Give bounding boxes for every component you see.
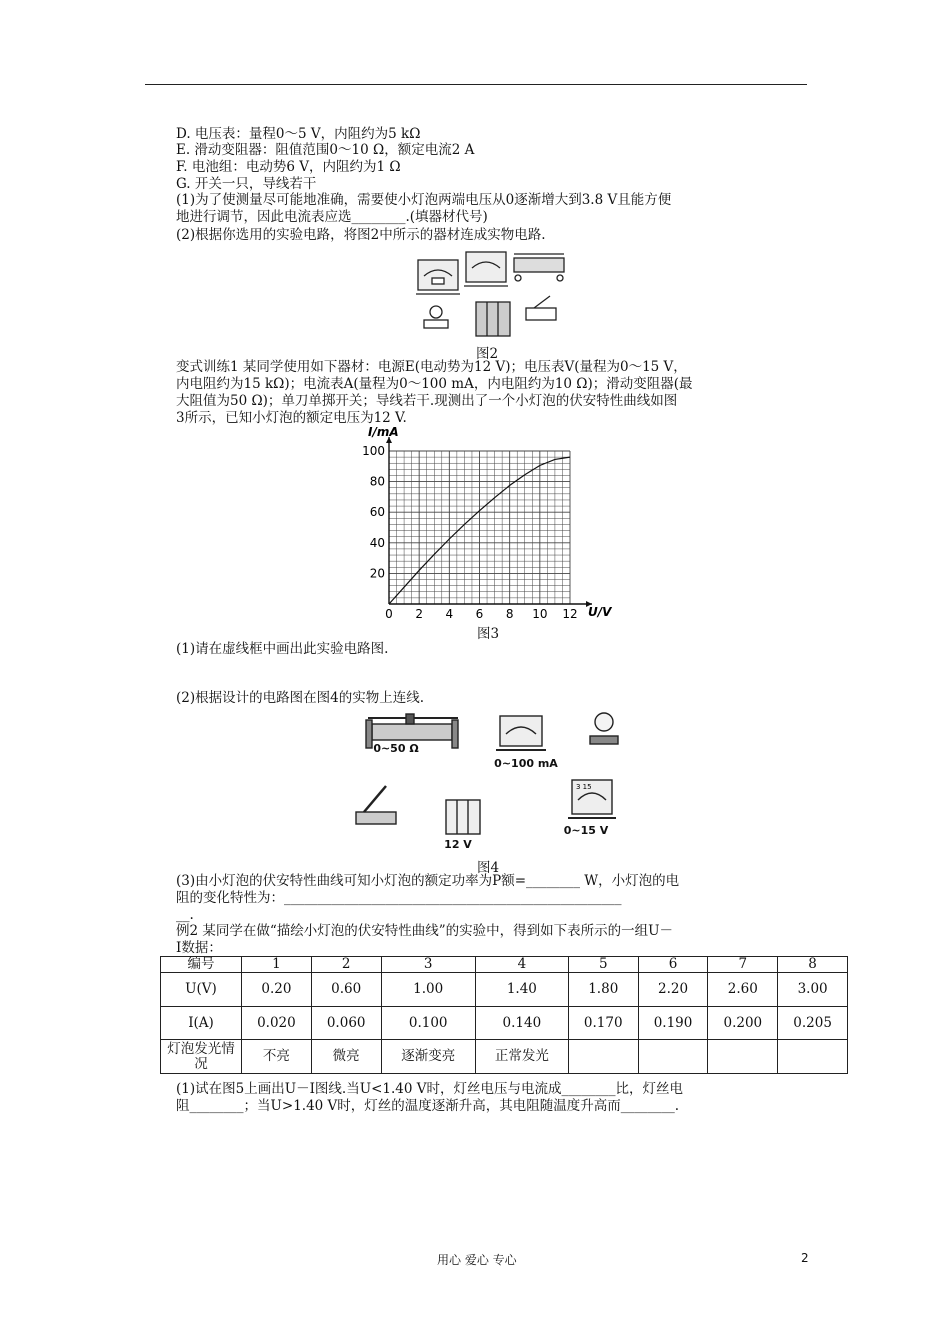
page-number: 2 (801, 1251, 809, 1265)
table-cell: 3 (381, 957, 475, 973)
y-tick-label: 100 (362, 444, 385, 458)
table-cell: 0.60 (311, 973, 381, 1007)
table-cell: 4 (475, 957, 568, 973)
item-e: E. 滑动变阻器：阻值范围0～10 Ω，额定电流2 A (176, 142, 475, 158)
milliammeter-label: 0~100 mA (494, 757, 558, 770)
figure-3-iv-chart (360, 424, 620, 620)
table-cell: 0.190 (638, 1007, 708, 1040)
rheostat-icon (514, 254, 564, 281)
bulb-icon (590, 713, 618, 744)
voltmeter-label: 0~15 V (563, 824, 609, 837)
part-3c: __. (176, 907, 194, 923)
x-tick-label: 6 (475, 607, 484, 620)
x-axis-label: U/V (588, 605, 612, 619)
table-row (161, 957, 848, 973)
figure-2-caption: 图2 (475, 346, 499, 362)
ammeter-icon (464, 252, 508, 286)
table-cell: 0.205 (778, 1007, 848, 1040)
example-2a: 例2 某同学在做“描绘小灯泡的伏安特性曲线”的实验中，得到如下表所示的一组U－ (176, 923, 674, 939)
x-tick-label: 12 (562, 607, 578, 620)
table-cell: 微亮 (311, 1040, 381, 1074)
table-cell: U(V) (161, 973, 242, 1007)
table-cell: 不亮 (242, 1040, 312, 1074)
question-1a: (1)为了使测量尽可能地准确，需要使小灯泡两端电压从0逐渐增大到3.8 V且能方便 (176, 192, 672, 208)
variant-1b: 内电阻约为15 kΩ)；电流表A(量程为0～100 mA，内电阻约为10 Ω)；滑动变阻器(最 (176, 376, 693, 392)
x-tick-label: 10 (532, 607, 548, 620)
table-cell: 6 (638, 957, 708, 973)
x-tick-label: 8 (505, 607, 514, 620)
figure-3-caption: 图3 (476, 626, 500, 642)
item-d: D. 电压表：量程0～5 V，内阻约为5 kΩ (176, 126, 421, 142)
milliammeter-icon (496, 716, 546, 750)
voltmeter-scale-label: 3 15 (576, 783, 592, 791)
table-row (161, 973, 848, 1007)
table-cell: 1.80 (568, 973, 638, 1007)
item-g: G. 开关一只，导线若干 (176, 176, 317, 192)
question-1b: 地进行调节，因此电流表应选________.(填器材代号) (176, 209, 488, 225)
table-cell: 1.00 (381, 973, 475, 1007)
figure-2-equipment (414, 250, 574, 340)
data-table (160, 956, 848, 1074)
voltmeter-icon (416, 260, 460, 294)
y-tick-label: 20 (369, 566, 385, 581)
table-row (161, 1007, 848, 1040)
item-f: F. 电池组：电动势6 V，内阻约为1 Ω (176, 159, 401, 175)
part-3a: (3)由小灯泡的伏安特性曲线可知小灯泡的额定功率为P额=________ W，小灯泡的电 (176, 873, 680, 889)
table-cell: 0.200 (708, 1007, 778, 1040)
table-cell: 0.020 (242, 1007, 312, 1040)
part-3b: 阻的变化特性为：__________________________________________________ (176, 890, 622, 906)
table-cell: 2.20 (638, 973, 708, 1007)
table-cell: 2.60 (708, 973, 778, 1007)
y-axis-label: I/mA (368, 425, 399, 439)
part-1: (1)请在虚线框中画出此实验电路图. (176, 641, 389, 657)
table-cell: 3.00 (778, 973, 848, 1007)
table-cell: 0.170 (568, 1007, 638, 1040)
switch-icon (356, 786, 396, 824)
x-tick-label: 2 (415, 607, 423, 620)
bulb-icon (424, 306, 448, 328)
x-tick-label: 0 (385, 607, 393, 620)
rheostat-label: 0~50 Ω (373, 742, 419, 755)
table-cell: 8 (778, 957, 848, 973)
y-tick-label: 40 (369, 535, 385, 550)
battery-label: 12 V (444, 838, 472, 851)
variant-1c: 大阻值为50 Ω)；单刀单掷开关；导线若干.现测出了一个小灯泡的伏安特性曲线如图 (176, 393, 678, 409)
table-cell: 0.20 (242, 973, 312, 1007)
chart-grid (389, 451, 570, 604)
table-cell: 正常发光 (475, 1040, 568, 1074)
example-2-q1b: 阻________；当U>1.40 V时，灯丝的温度逐渐升高，其电阻随温度升高而________. (176, 1098, 680, 1114)
battery-icon (476, 302, 510, 336)
table-cell: I(A) (161, 1007, 242, 1040)
x-tick-label: 4 (445, 607, 454, 620)
variant-1d: 3所示，已知小灯泡的额定电压为12 V. (176, 410, 407, 426)
y-tick-label: 60 (369, 505, 385, 520)
question-2: (2)根据你选用的实验电路，将图2中所示的器材连成实物电路. (176, 227, 546, 243)
figure-4-caption: 图4 (476, 860, 500, 876)
footer-slogan: 用心 爱心 专心 (437, 1253, 517, 1267)
chart-axes (386, 437, 592, 607)
table-row (161, 1040, 848, 1074)
table-cell (778, 1040, 848, 1074)
table-cell: 1.40 (475, 973, 568, 1007)
example-2-q1a: (1)试在图5上画出U－I图线.当U<1.40 V时，灯丝电压与电流成________比，灯丝电 (176, 1081, 684, 1097)
part-2: (2)根据设计的电路图在图4的实物上连线. (176, 690, 425, 706)
battery-icon (446, 800, 480, 834)
table-cell: 编号 (161, 957, 242, 973)
switch-icon (526, 296, 556, 320)
table-cell: 逐渐变亮 (381, 1040, 475, 1074)
table-cell (638, 1040, 708, 1074)
table-cell: 7 (708, 957, 778, 973)
table-cell: 0.140 (475, 1007, 568, 1040)
table-cell: 0.100 (381, 1007, 475, 1040)
table-cell: 2 (311, 957, 381, 973)
chart-tick-labels (362, 444, 578, 620)
table-cell: 0.060 (311, 1007, 381, 1040)
table-cell (708, 1040, 778, 1074)
table-cell: 5 (568, 957, 638, 973)
table-cell (568, 1040, 638, 1074)
table-cell: 灯泡发光情况 (161, 1040, 242, 1074)
variant-1a: 变式训练1 某同学使用如下器材：电源E(电动势为12 V)；电压表V(量程为0～15 V， (176, 359, 687, 375)
header-rule (145, 84, 807, 85)
example-2b: I数据： (176, 940, 222, 956)
table-cell: 1 (242, 957, 312, 973)
y-tick-label: 80 (369, 474, 385, 489)
